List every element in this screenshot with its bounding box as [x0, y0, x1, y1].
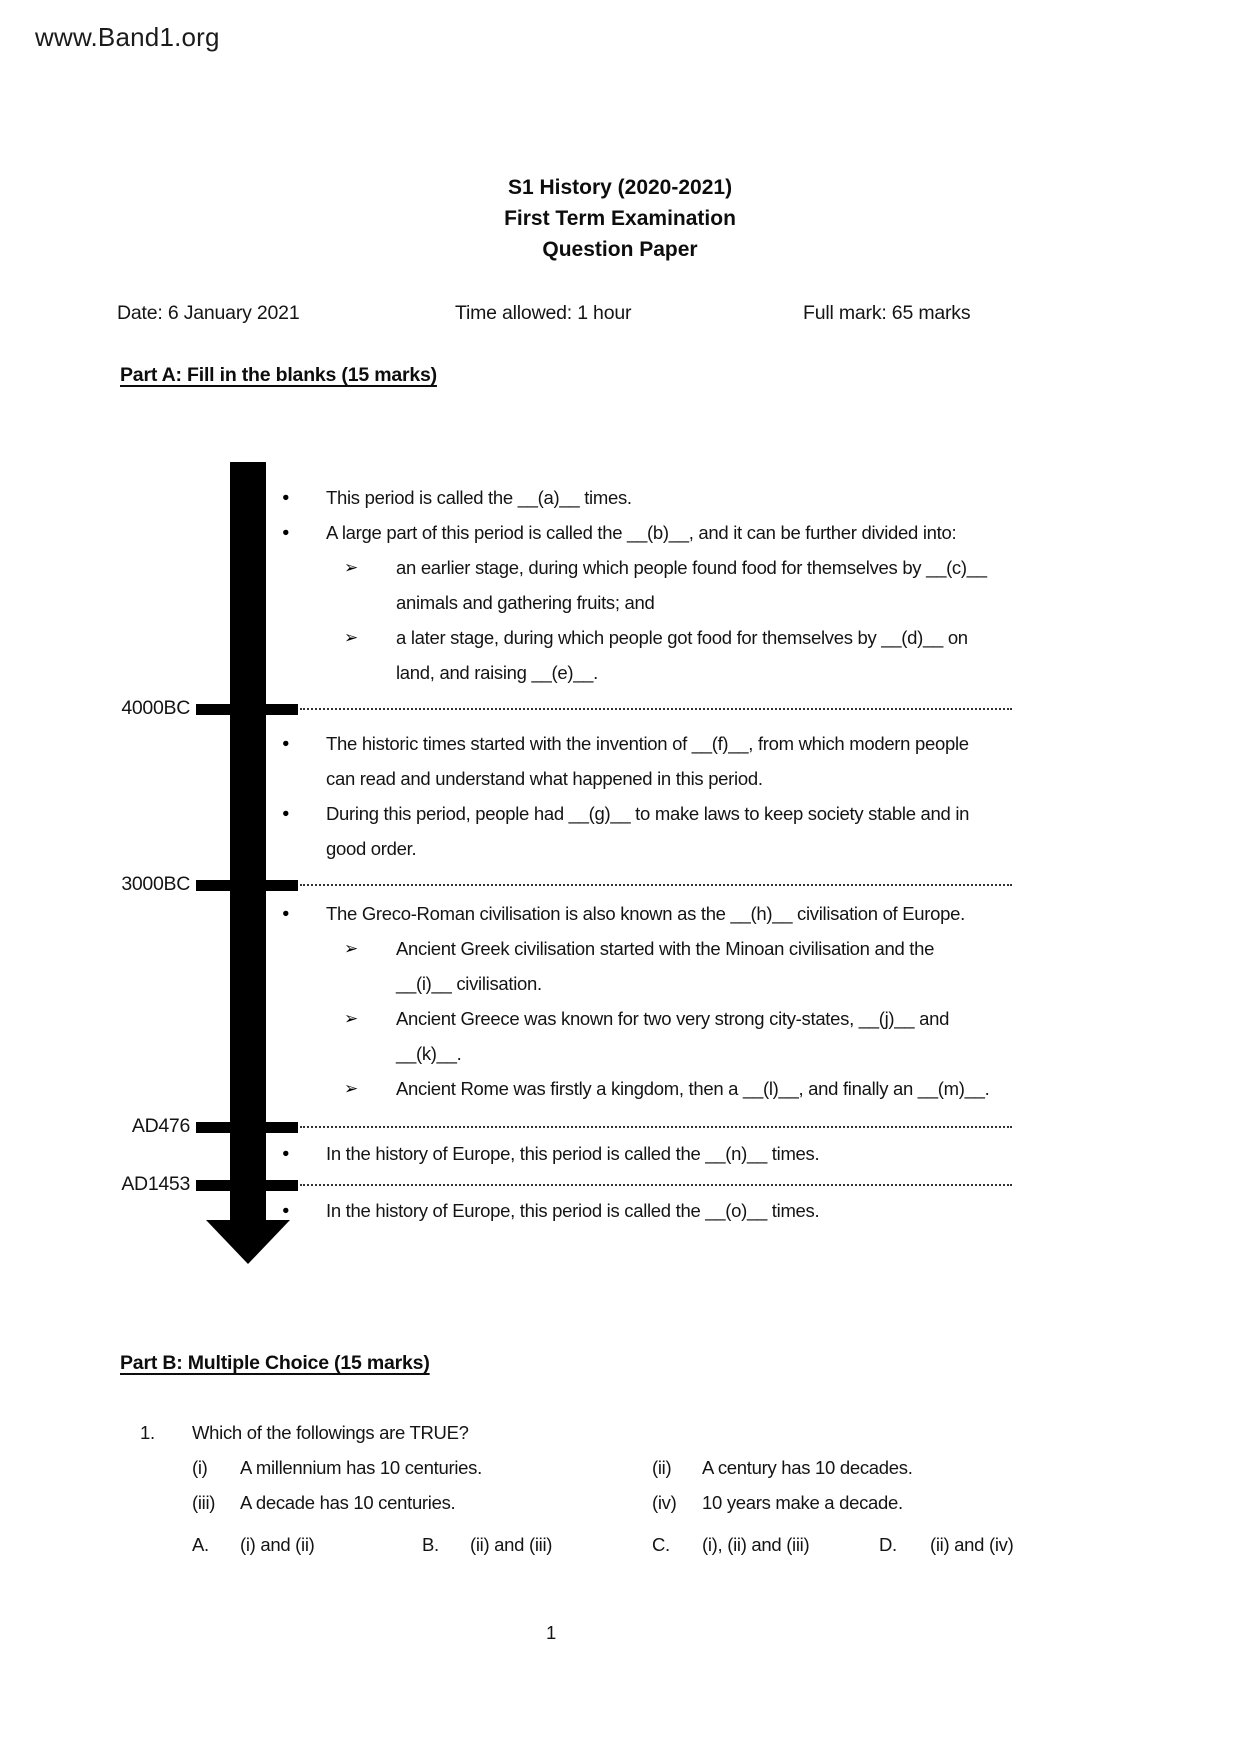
bullet-icon: ● — [282, 490, 290, 504]
question-text: Which of the followings are TRUE? — [192, 1422, 469, 1443]
question-text: Ancient Rome was firstly a kingdom, then a __(l)__, and finally an __(m)__. — [396, 1078, 990, 1099]
statement-label: (ii) — [652, 1457, 672, 1478]
arrow-bullet-icon: ➢ — [344, 1009, 358, 1028]
bullet-icon: ● — [282, 906, 290, 920]
arrow-bullet-icon: ➢ — [344, 628, 358, 647]
list-item — [282, 796, 994, 866]
bullet-icon: ● — [282, 1146, 290, 1160]
bullet-icon: ● — [282, 525, 290, 539]
arrow-bullet-icon: ➢ — [344, 939, 358, 958]
timeline-section-middle-ages — [282, 1136, 994, 1171]
timeline-dotted-line — [300, 884, 1012, 886]
question-text: During this period, people had __(g)__ to make laws to keep society stable and in good order. — [326, 803, 970, 859]
question-text: A large part of this period is called the __(b)__, and it can be further divided into: — [326, 522, 957, 543]
timeline-section-greco-roman — [282, 896, 994, 1106]
list-item — [282, 1071, 994, 1106]
time-allowed: Time allowed: 1 hour — [455, 302, 632, 324]
list-item — [282, 480, 994, 515]
exam-subtitle: First Term Examination — [504, 207, 736, 230]
timeline-section-prehistoric — [282, 480, 994, 690]
statement-text: 10 years make a decade. — [702, 1492, 903, 1513]
list-item — [282, 1136, 994, 1171]
choice-label: B. — [422, 1534, 439, 1555]
list-item — [282, 896, 994, 931]
list-item — [282, 515, 994, 550]
choice-text: (i), (ii) and (iii) — [702, 1534, 810, 1555]
list-item — [282, 726, 994, 796]
statement-text: A decade has 10 centuries. — [240, 1492, 456, 1513]
list-item — [282, 620, 994, 690]
full-mark: Full mark: 65 marks — [803, 302, 971, 324]
timeline-label-3000bc: 3000BC — [121, 873, 190, 895]
list-item — [282, 931, 994, 1001]
question-text: an earlier stage, during which people found food for themselves by __(c)__ animals and gathering fruits; and — [396, 557, 987, 613]
question-text: In the history of Europe, this period is called the __(n)__ times. — [326, 1143, 820, 1164]
timeline-tick-3000bc — [196, 880, 298, 891]
timeline-dotted-line — [300, 1184, 1012, 1186]
question-text: Ancient Greek civilisation started with the Minoan civilisation and the __(i)__ civilisation. — [396, 938, 935, 994]
question-text: In the history of Europe, this period is called the __(o)__ times. — [326, 1200, 820, 1221]
timeline-tick-4000bc — [196, 704, 298, 715]
choice-text: (ii) and (iv) — [930, 1534, 1014, 1555]
question-number: 1. — [140, 1422, 155, 1443]
choice-label: D. — [879, 1534, 897, 1555]
question-text: This period is called the __(a)__ times. — [326, 487, 632, 508]
timeline-label-ad476: AD476 — [131, 1115, 190, 1137]
statement-text: A millennium has 10 centuries. — [240, 1457, 482, 1478]
bullet-icon: ● — [282, 1203, 290, 1217]
choice-label: C. — [652, 1534, 670, 1555]
question-1 — [140, 1418, 1040, 1448]
timeline-tick-ad1453 — [196, 1180, 298, 1191]
exam-date: Date: 6 January 2021 — [117, 302, 300, 324]
question-text: The historic times started with the invention of __(f)__, from which modern people can read and understand what happened in this period. — [326, 733, 969, 789]
timeline-dotted-line — [300, 1126, 1012, 1128]
arrow-bullet-icon: ➢ — [344, 1079, 358, 1098]
timeline-section-historic — [282, 726, 994, 866]
site-watermark: www.Band1.org — [35, 22, 220, 52]
statement-label: (iv) — [652, 1492, 677, 1513]
timeline-bar — [230, 462, 266, 1222]
timeline-label-ad1453: AD1453 — [121, 1173, 190, 1195]
timeline-tick-ad476 — [196, 1122, 298, 1133]
list-item — [282, 550, 994, 620]
bullet-icon: ● — [282, 736, 290, 750]
question-text: a later stage, during which people got food for themselves by __(d)__ on land, and raising __(e)__. — [396, 627, 968, 683]
statement-label: (i) — [192, 1457, 208, 1478]
timeline-label-4000bc: 4000BC — [121, 697, 190, 719]
part-a-heading: Part A: Fill in the blanks (15 marks) — [120, 364, 437, 386]
list-item — [282, 1001, 994, 1071]
statement-label: (iii) — [192, 1492, 216, 1513]
choice-text: (ii) and (iii) — [470, 1534, 553, 1555]
question-text: Ancient Greece was known for two very strong city-states, __(j)__ and __(k)__. — [396, 1008, 950, 1064]
title-block — [0, 172, 1240, 265]
choice-label: A. — [192, 1534, 209, 1555]
timeline-section-modern — [282, 1193, 994, 1228]
timeline-dotted-line — [300, 708, 1012, 710]
paper-type: Question Paper — [542, 238, 698, 261]
timeline-arrowhead-icon — [206, 1220, 290, 1264]
bullet-icon: ● — [282, 806, 290, 820]
part-b-heading: Part B: Multiple Choice (15 marks) — [120, 1352, 430, 1374]
list-item — [282, 1193, 994, 1228]
question-text: The Greco-Roman civilisation is also known as the __(h)__ civilisation of Europe. — [326, 903, 965, 924]
choice-text: (i) and (ii) — [240, 1534, 315, 1555]
arrow-bullet-icon: ➢ — [344, 558, 358, 577]
exam-title: S1 History (2020-2021) — [507, 176, 733, 199]
page-number: 1 — [546, 1622, 557, 1643]
statement-text: A century has 10 decades. — [702, 1457, 913, 1478]
